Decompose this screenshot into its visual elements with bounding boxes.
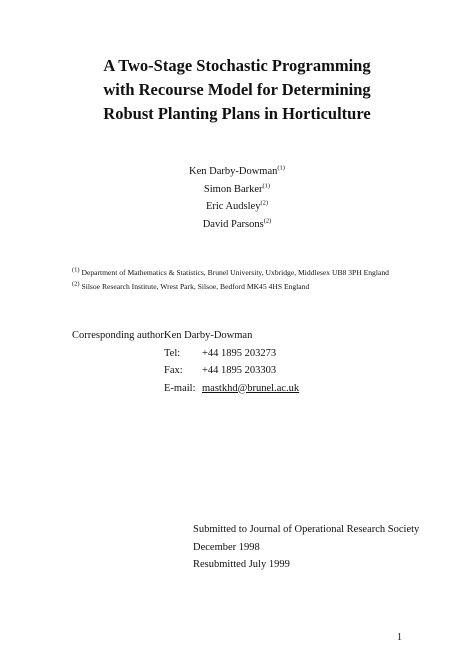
affiliation-mark: (2) xyxy=(72,279,80,287)
affiliations xyxy=(72,266,389,293)
corresponding-author xyxy=(72,327,299,397)
affiliation-mark: (1) xyxy=(72,266,80,274)
tel-value: +44 1895 203273 xyxy=(202,347,277,359)
corresponding-author-name: Ken Darby-Dowman xyxy=(164,330,253,341)
affiliation-mark: (2) xyxy=(263,217,272,224)
email-link[interactable]: mastkhd@brunel.ac.uk xyxy=(202,382,300,394)
title-line-3: Robust Planting Plans in Horticulture xyxy=(103,104,371,123)
submission-info xyxy=(193,521,419,574)
author: David Parsons$^{(2)}$ xyxy=(202,217,272,230)
author: Eric Audsley$^{(2)}$ xyxy=(205,199,269,212)
affiliation-mark: (2) xyxy=(260,199,269,207)
fax-value: +44 1895 203303 xyxy=(202,365,277,376)
submission-journal: Submitted to Journal of Operational Research Society xyxy=(193,524,420,535)
author: Simon Barker$^{(1)}$ xyxy=(203,182,271,195)
affiliation: $^{(1)}$ Department of Mathematics & Statistics, Brunel University, Uxbridge, Middlesex UB8 3PH England xyxy=(72,266,389,277)
tel-label: Tel: xyxy=(164,347,181,359)
title-line-2: with Recourse Model for Determining xyxy=(103,80,371,99)
corresponding-author-label: Corresponding author: xyxy=(72,330,167,341)
page-number: 1 xyxy=(397,632,402,643)
title-line-1: A Two-Stage Stochastic Programming xyxy=(103,56,371,75)
author-list xyxy=(0,163,474,233)
resubmission-date: Resubmitted July 1999 xyxy=(193,559,290,570)
affiliation-mark: (1) xyxy=(262,182,271,189)
affiliation: $^{(2)}$ Silsoe Research Institute, Wrest Park, Silsoe, Bedford MK45 4HS England xyxy=(72,279,310,291)
affiliation-mark: (1) xyxy=(277,164,285,172)
email-label: E-mail: xyxy=(164,382,196,394)
fax-label: Fax: xyxy=(164,365,183,376)
author: Ken Darby-Dowman$^{(1)}$ xyxy=(189,164,285,177)
paper-title xyxy=(0,54,474,126)
submission-date: December 1998 xyxy=(193,541,260,553)
